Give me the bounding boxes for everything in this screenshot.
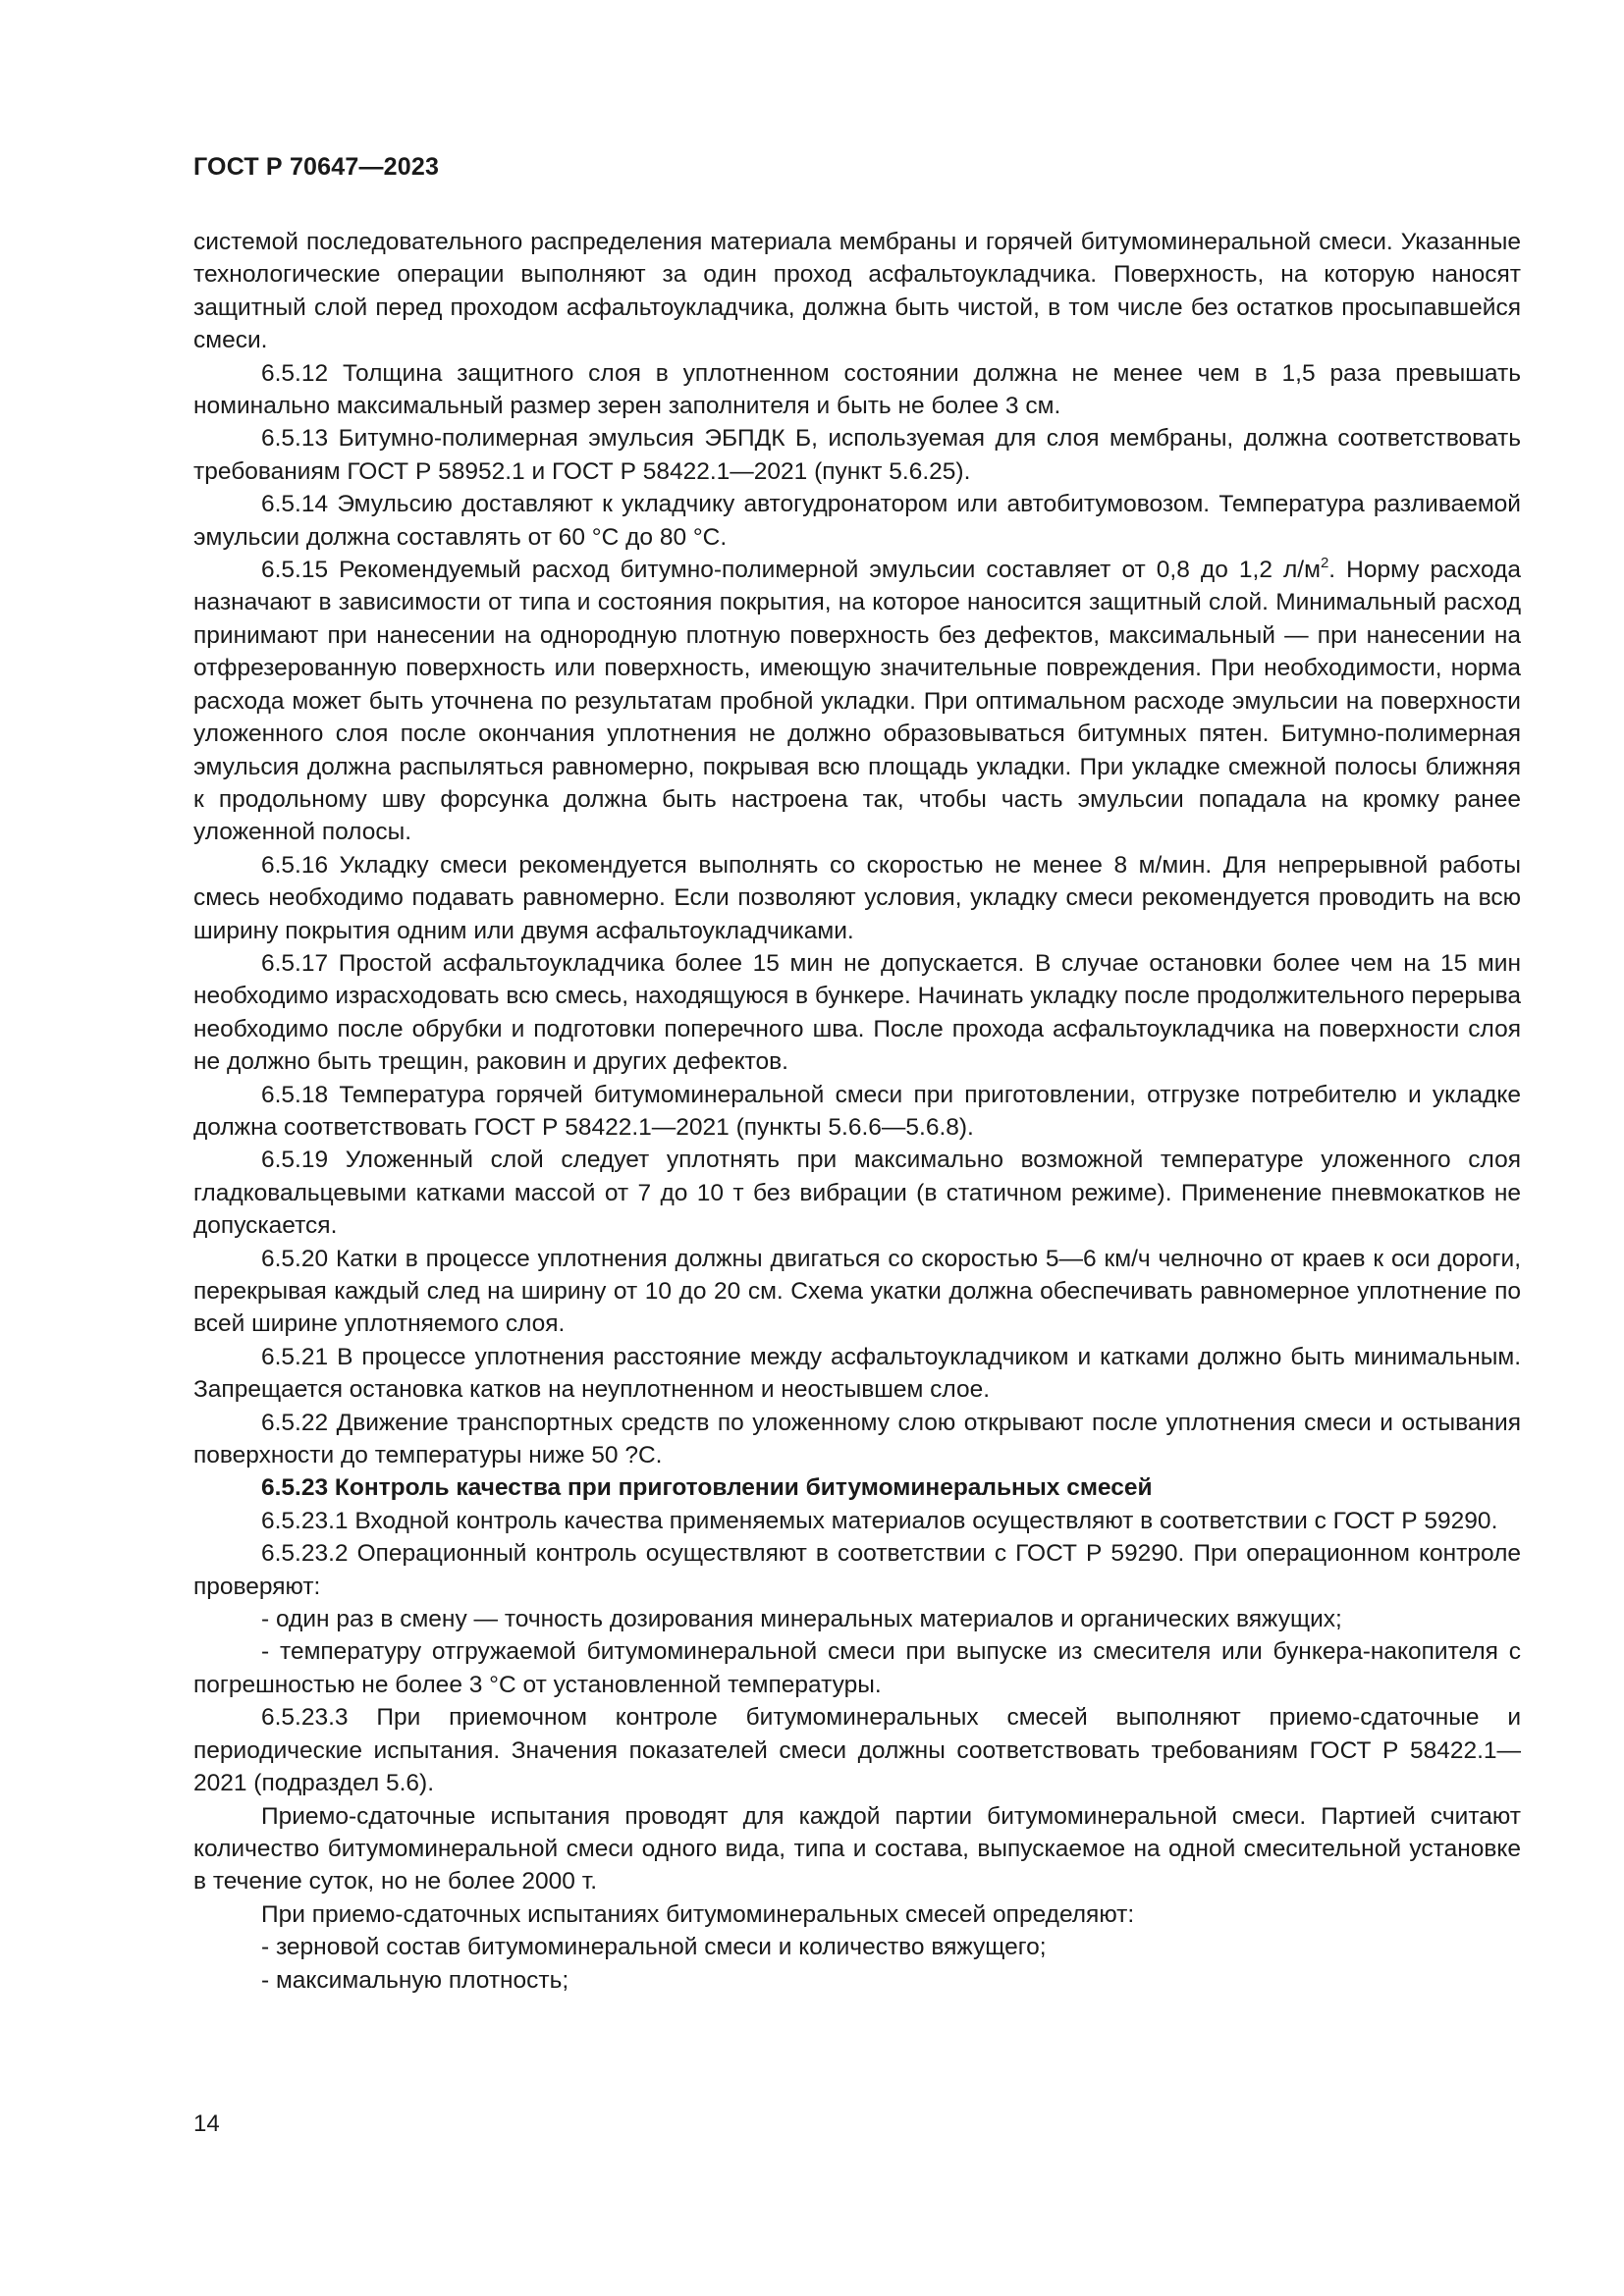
document-body xyxy=(193,226,1521,1997)
paragraph-6-5-17: 6.5.17 Простой асфальтоукладчика более 15 мин не допускается. В случае остановки более чем на 15 мин необходимо израсходовать всю смесь, находящуюся в бункере. Начинать укладку после продолжительного перерыва необходимо после обрубки и подготовки поперечного шва. После прохода асфальтоукладчика на поверхности слоя не должно быть трещин, раковин и других дефектов. xyxy=(193,949,1521,1076)
page-number: 14 xyxy=(193,2110,220,2137)
paragraph-6-5-15 xyxy=(193,554,1521,849)
paragraph-6-5-22: 6.5.22 Движение транспортных средств по уложенному слою открывают после уплотнения смеси и остывания поверхности до температуры ниже 50 ?С. xyxy=(193,1409,1521,1469)
section-heading-6-5-23: 6.5.23 Контроль качества при приготовлении битумоминеральных смесей xyxy=(261,1474,1153,1502)
paragraph-6-5-13: 6.5.13 Битумно-полимерная эмульсия ЭБПДК Б, используемая для слоя мембраны, должна соответствовать требованиям ГОСТ Р 58952.1 и ГОСТ Р 58422.1—2021 (пункт 5.6.25). xyxy=(193,425,1521,485)
paragraph-6-5-15-start: 6.5.15 Рекомендуемый расход битумно-полимерной эмульсии составляет от 0,8 до 1,2 л/м xyxy=(261,557,1321,584)
paragraph-continuation: системой последовательного распределения материала мембраны и горячей битумоминеральной смеси. Указанные технологические операции выполняют за один проход асфальтоукладчика. Поверхность, на которую наносят защитный слой перед проходом асфальтоукладчика, должна быть чистой, в том числе без остатков просыпавшейся смеси. xyxy=(193,229,1521,354)
paragraph-6-5-23-1: 6.5.23.1 Входной контроль качества применяемых материалов осуществляют в соответствии с ГОСТ Р 59290. xyxy=(261,1507,1498,1534)
list-item: - температуру отгружаемой битумоминеральной смеси при выпуске из смесителя или бункера-накопителя с погрешностью не более 3 °С от установленной температуры. xyxy=(193,1638,1521,1698)
paragraph-6-5-16: 6.5.16 Укладку смеси рекомендуется выполнять со скоростью не менее 8 м/мин. Для непрерывной работы смесь необходимо подавать равномерно. Если позволяют условия, укладку смеси рекомендуется проводить на всю ширину покрытия одним или двумя асфальтоукладчиками. xyxy=(193,851,1521,944)
paragraph-6-5-12: 6.5.12 Толщина защитного слоя в уплотненном состоянии должна не менее чем в 1,5 раза превышать номинально максимальный размер зерен заполнителя и быть не более 3 см. xyxy=(193,359,1521,420)
paragraph-6-5-15-rest: . Норму расхода назначают в зависимости от типа и состояния покрытия, на которое наносится защитный слой. Минимальный расход принимают при нанесении на однородную плотную поверхность без дефектов, максимальный — при нанесении на отфрезерованную поверхность или поверхность, имеющую значительные повреждения. При необходимости, норма расхода может быть уточнена по результатам пробной укладки. При оптимальном расходе эмульсии на поверхности уложенного слоя после окончания уплотнения не должно образовываться битумных пятен. Битумно-полимерная эмульсия должна распыляться равномерно, покрывая всю площадь укладки. При укладке смежной полосы ближняя к продольному шву форсунка должна быть настроена так, чтобы часть эмульсии попадала на кромку ранее уложенной полосы. xyxy=(193,557,1521,846)
paragraph-6-5-21: 6.5.21 В процессе уплотнения расстояние между асфальтоукладчиком и катками должно быть минимальным. Запрещается остановка катков на неуплотненном и неостывшем слое. xyxy=(193,1343,1521,1404)
paragraph-acceptance-tests: Приемо-сдаточные испытания проводят для каждой партии битумоминеральной смеси. Партией считают количество битумоминеральной смеси одного вида, типа и состава, выпускаемое на одной смесительной установке в течение суток, но не более 2000 т. xyxy=(193,1802,1521,1896)
paragraph-6-5-20: 6.5.20 Катки в процессе уплотнения должны двигаться со скоростью 5—6 км/ч челночно от краев к оси дороги, перекрывая каждый след на ширину от 10 до 20 см. Схема укатки должна обеспечивать равномерное уплотнение по всей ширине уплотняемого слоя. xyxy=(193,1245,1521,1338)
document-code-header: ГОСТ Р 70647—2023 xyxy=(193,153,440,181)
paragraph-6-5-23-3: 6.5.23.3 При приемочном контроле битумоминеральных смесей выполняют приемо-сдаточные и периодические испытания. Значения показателей смеси должны соответствовать требованиям ГОСТ Р 58422.1—2021 (подраздел 5.6). xyxy=(193,1704,1521,1797)
paragraph-6-5-23-2: 6.5.23.2 Операционный контроль осуществляют в соответствии с ГОСТ Р 59290. При операционном контроле проверяют: xyxy=(193,1540,1521,1600)
list-item: - один раз в смену — точность дозирования минеральных материалов и органических вяжущих; xyxy=(261,1606,1342,1633)
paragraph-tests-determine: При приемо-сдаточных испытаниях битумоминеральных смесей определяют: xyxy=(261,1900,1135,1928)
superscript-exponent: 2 xyxy=(1320,555,1329,572)
paragraph-6-5-14: 6.5.14 Эмульсию доставляют к укладчику автогудронатором или автобитумовозом. Температура разливаемой эмульсии должна составлять от 60 °С до 80 °С. xyxy=(193,491,1521,551)
list-item: - зерновой состав битумоминеральной смеси и количество вяжущего; xyxy=(261,1934,1047,1961)
paragraph-6-5-19: 6.5.19 Уложенный слой следует уплотнять при максимально возможной температуре уложенного слоя гладковальцевыми катками массой от 7 до 10 т без вибрации (в статичном режиме). Применение пневмокатков не допускается. xyxy=(193,1147,1521,1240)
paragraph-6-5-18: 6.5.18 Температура горячей битумоминеральной смеси при приготовлении, отгрузке потребителю и укладке должна соответствовать ГОСТ Р 58422.1—2021 (пункты 5.6.6—5.6.8). xyxy=(193,1081,1521,1141)
list-item: - максимальную плотность; xyxy=(261,1966,569,1994)
